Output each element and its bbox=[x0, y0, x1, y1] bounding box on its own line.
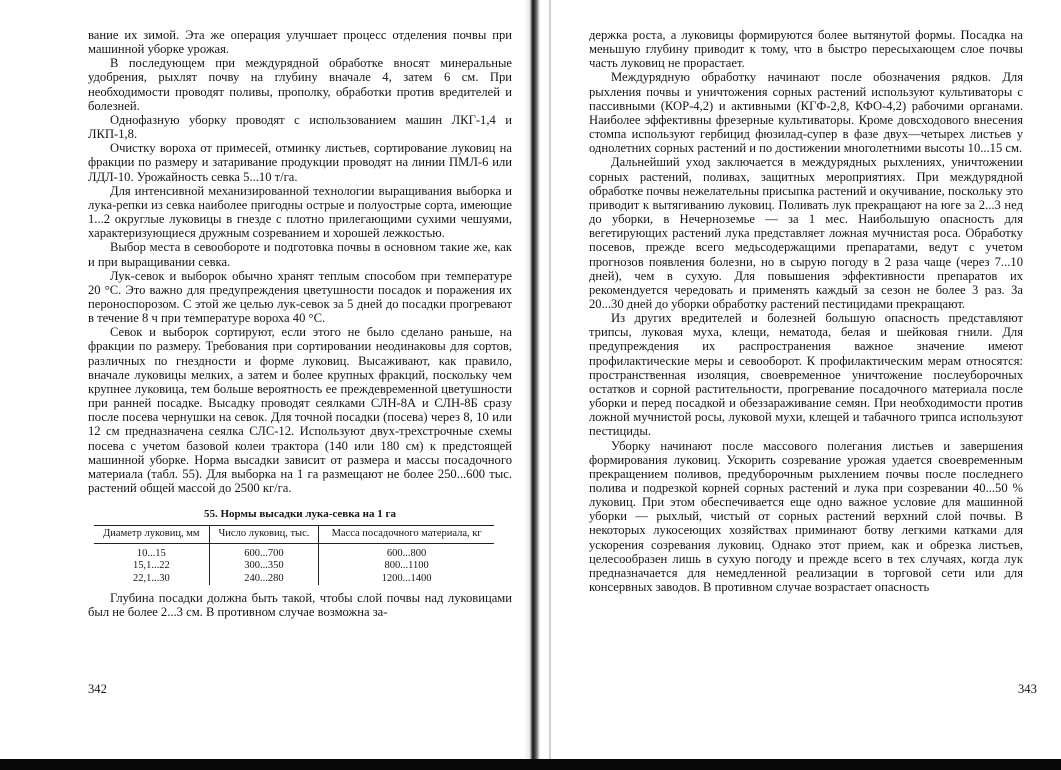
table-cell: 240...280 bbox=[209, 573, 319, 586]
page-number: 343 bbox=[1018, 682, 1037, 696]
paragraph: В последующем при междурядной обработке вносят минеральные удобрения, рыхлят почву на глубину вначале 4, затем 6 см. При необходимости проводят поливы, прополку, обработки против вредителей и болезней. bbox=[88, 56, 512, 113]
table-cell: 10...15 bbox=[136, 547, 166, 559]
paragraph: Глубина посадки должна быть такой, чтобы слой почвы над луковицами был не более 2...3 см. В противном случае возможна за- bbox=[88, 591, 512, 620]
planting-rates-table bbox=[94, 525, 494, 585]
paragraph: Однофазную уборку проводят с использованием машин ЛКГ-1,4 и ЛКП-1,8. bbox=[88, 112, 512, 142]
table-caption: 55. Нормы высадки лука-севка на 1 га bbox=[204, 508, 396, 521]
paragraph: Междурядную обработку начинают после обозначения рядков. Для рыхления почвы и уничтожения сорных растений используют культиваторы с пассивными (КОР-4,2) и активными (КГФ-2,8, КФО-4,2) рабочими органами. Наиболее эффективны фрезерные культиваторы. Кроме довсходового внесения стомпа используют гербицид фюзилад-супер в фазе двух—четырех листьев у однолетних сорных растений и по достижении многолетними высоты 10...15 см. bbox=[589, 70, 1023, 156]
paragraph: Из других вредителей и болезней большую опасность представляют трипсы, луковая муха, клещи, нематода, белая и шейковая гнили. Для предупреждения их распространения важное значение имеют профилактические меры и севооборот. К профилактическим мерам относятся: пространственная изоляция, своевременное уничтожение послеуборочных остатков и сорной растительности, прогревание посадочного материала после уборки и перед посадкой и обеззараживание семян. При необходимости против ложной мучнистой росы, луковой мухи, клещей и табачного трипса используют пестициды. bbox=[589, 311, 1023, 439]
page-number: 342 bbox=[88, 682, 107, 696]
table-cell: 800...1100 bbox=[319, 560, 494, 573]
planting-rates-table-block bbox=[88, 507, 512, 585]
table-cell: 1200...1400 bbox=[319, 573, 494, 586]
paragraph: Севок и выборок сортируют, если этого не было сделано раньше, на фракции по размеру. Требования при сортировании неодинаковы для сортов, различных по гнездности и форме луковиц. Высаживают, как правило, вначале луковицы мелких, а затем и более крупных фракций, поскольку чем крупнее луковица, тем больше вероятность ее преждевременной цветушности при ранней посадке. Высадку проводят сеялками СЛН-8А и СЛН-8Б сразу после посева чернушки на севок. Для точной посадки (посева) через 8, 10 или 12 см предназначена сеялка СЛС-12. Используют двух-трехстрочные схемы посева с учетом базовой колеи трактора (140 или 180 см) к предстоящей машинной уборке. Норма высадки зависит от размера и массы посадочного материала (табл. 55). Для выборка на 1 га размещают не более 250...600 тыс. растений общей массой до 2500 кг/га. bbox=[88, 325, 512, 495]
right-text-column bbox=[589, 28, 1023, 594]
left-text-column bbox=[88, 28, 512, 620]
table-cell: 300...350 bbox=[209, 560, 319, 573]
paragraph: Уборку начинают после массового полегания листьев и завершения формирования луковиц. Ускорить созревание урожая удается своевременным прекращением поливов, предуборочным рыхлением почвы после последнего полива и подрезкой корней сорных растений и лука при созревании 40...50 % луковиц. При этом обеспечивается еще одно важное условие для машинной уборки — рыхлый, чистый от сорных растений верхний слой почвы. В некоторых лукосеющих хозяйствах приминают ботву легкими катками для ускорения созревания луковиц. Однако этот прием, как и обрезка листьев, целесообразен лишь в сухую погоду и прежде всего в тех случаях, когда лук предназначается для немедленной реализации в торговой сети или для консервных заводов. В противном случае возрастает опасность bbox=[589, 438, 1023, 595]
paragraph: вание их зимой. Эта же операция улучшает процесс отделения почвы при машинной уборке урожая. bbox=[88, 28, 512, 57]
table-header-cell: Диаметр луковиц, мм bbox=[94, 526, 209, 544]
table-header-cell: Масса посадочного материала, кг bbox=[319, 526, 494, 544]
table-cell: 600...700 bbox=[209, 543, 319, 560]
table-row bbox=[94, 573, 494, 586]
paragraph: Лук-севок и выборок обычно хранят теплым способом при температуре 20 °С. Это важно для предупреждения цветушности посадок и поражения их пероноспорозом. С этой же целью лук-севок за 5 дней до посадки прогревают в течение 8 ч при температуре вороха 40 °С. bbox=[88, 268, 512, 326]
paragraph: держка роста, а луковицы формируются более вытянутой формы. Посадка на меньшую глубину приводит к тому, что в быстро пересыхающем слое почвы часть луковиц не прорастает. bbox=[589, 28, 1023, 71]
right-page bbox=[531, 0, 1061, 770]
scan-bottom-edge bbox=[0, 759, 1061, 770]
table-row bbox=[94, 543, 494, 560]
paragraph: Очистку вороха от примесей, отминку листьев, сортирование луковиц на фракции по размеру и затаривание продукции проводят на линии ПМЛ-6 или ЛДЛ-10. Урожайность севка 5...10 т/га. bbox=[88, 141, 512, 184]
paragraph: Выбор места в севообороте и подготовка почвы в основном такие же, как и при выращивании севка. bbox=[88, 240, 512, 269]
table-header-cell: Число луковиц, тыс. bbox=[209, 526, 319, 544]
paragraph: Для интенсивной механизированной технологии выращивания выборка и лука-репки из севка наиболее пригодны острые и полуострые сорта, имеющие 1...2 округлые луковицы в гнезде с плотно прилегающими сухими чешуями, характеризующиеся дружным созреванием и хорошей лежкостью. bbox=[88, 183, 512, 241]
table-cell: 22,1...30 bbox=[132, 572, 170, 584]
table-cell: 600...800 bbox=[319, 543, 494, 560]
paragraph: Дальнейший уход заключается в междурядных рыхлениях, уничтожении сорных растений, поливах, защитных мероприятиях. При междурядной обработке почвы нежелательны присыпка растений и окучивание, поскольку это приводит к вытягиванию луковиц. Поливать лук прекращают на юге за 2...3 нед до уборки, в Нечерноземье — за 1 мес. Наибольшую опасность для вегетирующих растений лука представляет ложная мучнистая роса. Обработку посевов, прежде всего медьсодержащими препаратами, ведут с учетом прогнозов появления болезни, но в сырую погоду в 2 раза чаще (через 7...10 дней), чем в сухую. Для повышения эффективности препаратов их рекомендуется чередовать и применять каждый за сезон не более 3 раз. За 20...30 дней до уборки обработку растений пестицидами прекращают. bbox=[589, 155, 1023, 311]
table-cell: 15,1...22 bbox=[132, 560, 170, 572]
table-row bbox=[94, 560, 494, 573]
